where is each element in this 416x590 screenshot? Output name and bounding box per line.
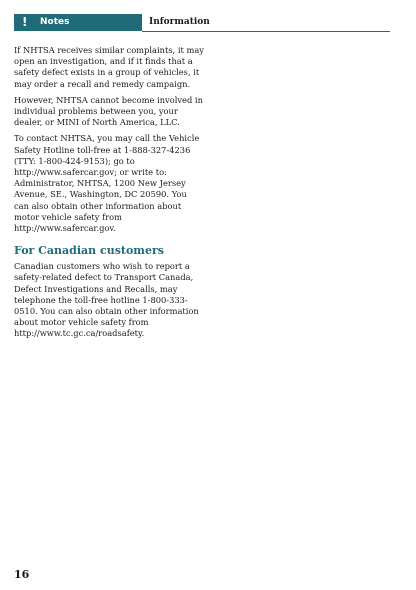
main-content [14, 45, 204, 345]
paragraph-nhtsa-limits: However, NHTSA cannot become involved in individual problems between you, your dealer, or MINI of North America, LLC. [14, 94, 203, 128]
page-number: 16 [14, 568, 30, 581]
page-header [0, 14, 416, 31]
header-divider [142, 31, 390, 32]
paragraph-nhtsa-contact: To contact NHTSA, you may call the Vehicle Safety Hotline toll-free at 1-888-327-4236 (TTY: 1-800-424-9153); go to http://www.safercar.gov; or write to: Administrator, NHTSA, 1200 New Jersey Avenue, SE., Washington, DC 20590. You can also obtain other information about motor vehicle safety from http://www.safercar.gov. [14, 133, 200, 234]
canada-heading: For Canadian customers [14, 244, 164, 258]
notes-tab [14, 14, 142, 31]
paragraph-canada-contact: Canadian customers who wish to report a safety-related defect to Transport Canada, Defect Investigations and Recalls, may telephone the toll-free hotline 1-800-333-0510. You can also obtain other information about motor vehicle safety from http://www.tc.gc.ca/roadsafety. [14, 261, 199, 339]
tab-label: Notes [40, 17, 70, 27]
paragraph-nhtsa-investigation: If NHTSA receives similar complaints, it may open an investigation, and if it finds that a safety defect exists in a group of vehicles, it may order a recall and remedy campaign. [14, 45, 204, 89]
section-label: Information [149, 17, 210, 27]
exclamation-icon: ! [22, 15, 28, 29]
